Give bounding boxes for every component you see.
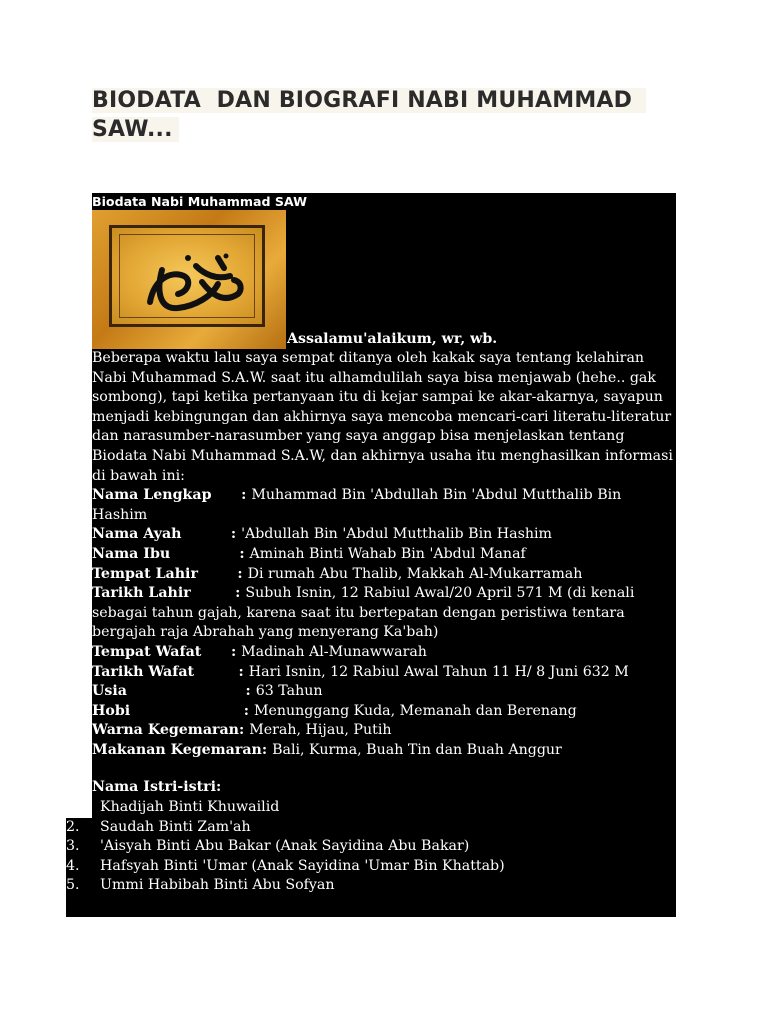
field-label: Nama Ayah bbox=[92, 526, 182, 543]
greeting-text: Assalamu'alaikum, wr, wb. bbox=[287, 331, 498, 347]
field-separator: : bbox=[201, 643, 242, 660]
field-value: Aminah Binti Wahab Bin 'Abdul Manaf bbox=[249, 545, 526, 562]
muhammad-calligraphy-image bbox=[92, 210, 286, 349]
calligraphy-row bbox=[92, 210, 676, 349]
biodata-field bbox=[92, 584, 676, 643]
field-value: Merah, Hijau, Putih bbox=[249, 722, 392, 739]
list-item bbox=[66, 818, 650, 838]
list-number: 2. bbox=[66, 818, 80, 835]
field-value: Hari Isnin, 12 Rabiul Awal Tahun 11 H/ 8 Juni 632 M bbox=[248, 663, 629, 680]
list-item bbox=[66, 857, 650, 877]
list-number: 5. bbox=[66, 877, 80, 894]
field-label: Usia bbox=[92, 683, 127, 700]
field-label: Tarikh Wafat bbox=[92, 663, 195, 680]
list-item bbox=[66, 798, 650, 818]
field-value: Muhammad Bin 'Abdullah Bin 'Abdul Mutthalib Bin Hashim bbox=[92, 487, 626, 523]
field-separator: : bbox=[194, 663, 249, 680]
wife-name: Hafsyah Binti 'Umar (Anak Sayidina 'Umar Bin Khattab) bbox=[100, 857, 505, 874]
list-item bbox=[66, 837, 650, 857]
biodata-field bbox=[92, 663, 676, 683]
field-label: Warna Kegemaran: bbox=[92, 722, 245, 739]
biodata-field bbox=[92, 741, 676, 761]
field-separator: : bbox=[190, 585, 246, 602]
field-value: Madinah Al-Munawwarah bbox=[241, 643, 427, 660]
biodata-field bbox=[92, 486, 676, 525]
biodata-field bbox=[92, 565, 676, 585]
list-number: 3. bbox=[66, 838, 80, 855]
field-separator: : bbox=[197, 565, 248, 582]
field-label: Hobi bbox=[92, 702, 131, 719]
list-number: 1. bbox=[66, 799, 80, 816]
field-value: Di rumah Abu Thalib, Makkah Al-Mukarramah bbox=[247, 565, 583, 582]
calligraphy-icon bbox=[92, 210, 286, 349]
biodata-field bbox=[92, 702, 676, 722]
biodata-field bbox=[92, 525, 676, 545]
title-line-1: BIODATA DAN BIOGRAFI NABI MUHAMMAD bbox=[92, 88, 646, 113]
biodata-field bbox=[92, 721, 676, 741]
wives-heading: Nama Istri-istri: bbox=[92, 779, 222, 796]
intro-paragraph: Beberapa waktu lalu saya sempat ditanya oleh kakak saya tentang kelahiran Nabi Muhammad S.A.W. saat itu alhamdulilah saya bisa menjawab (hehe.. gak sombong), tapi ketika pertanyaan itu di kejar sampai ke akar-akarnya, sayapun menjadi kebingungan dan akhirnya saya mencoba mencari-cari literatu-literatur dan narasumber-narasumber yang saya anggap bisa menjelaskan tentang Biodata Nabi Muhammad S.A.W, dan akhirnya usaha itu menghasilkan informasi di bawah ini: bbox=[92, 350, 673, 484]
wives-list bbox=[66, 798, 650, 896]
field-label: Nama Ibu bbox=[92, 545, 171, 562]
wife-name: 'Aisyah Binti Abu Bakar (Anak Sayidina Abu Bakar) bbox=[100, 838, 470, 855]
field-label: Tempat Lahir bbox=[92, 565, 198, 582]
field-label: Nama Lengkap bbox=[92, 487, 212, 504]
wife-name: Khadijah Binti Khuwailid bbox=[100, 799, 280, 816]
field-value: Subuh Isnin, 12 Rabiul Awal/20 April 571 M (di kenali sebagai tahun gajah, karena saat itu bertepatan dengan peristiwa tentara bergajah raja Abrahah yang menyerang Ka'bah) bbox=[92, 585, 639, 641]
document-title bbox=[92, 86, 672, 144]
list-item bbox=[66, 876, 650, 896]
field-value: 63 Tahun bbox=[255, 683, 323, 700]
field-label: Tempat Wafat bbox=[92, 643, 202, 660]
field-separator: : bbox=[126, 683, 256, 700]
biodata-fields bbox=[92, 486, 676, 760]
field-label: Makanan Kegemaran: bbox=[92, 741, 268, 758]
field-value: Menunggang Kuda, Memanah dan Berenang bbox=[253, 702, 577, 719]
title-line-2: SAW... bbox=[92, 117, 179, 142]
biodata-field bbox=[92, 545, 676, 565]
field-label: Tarikh Lahir bbox=[92, 585, 191, 602]
wife-name: Saudah Binti Zam'ah bbox=[100, 818, 251, 835]
biodata-field bbox=[92, 643, 676, 663]
field-separator: : bbox=[170, 545, 250, 562]
field-value: Bali, Kurma, Buah Tin dan Buah Anggur bbox=[272, 741, 562, 758]
wife-name: Ummi Habibah Binti Abu Sofyan bbox=[100, 877, 335, 894]
field-value: 'Abdullah Bin 'Abdul Mutthalib Bin Hashim bbox=[241, 526, 552, 543]
section-heading: Biodata Nabi Muhammad SAW bbox=[92, 194, 307, 209]
field-separator: : bbox=[130, 702, 254, 719]
field-separator: : bbox=[181, 526, 242, 543]
biodata-field bbox=[92, 682, 676, 702]
field-separator: : bbox=[211, 487, 252, 504]
biodata-section bbox=[66, 193, 676, 896]
list-number: 4. bbox=[66, 857, 80, 874]
